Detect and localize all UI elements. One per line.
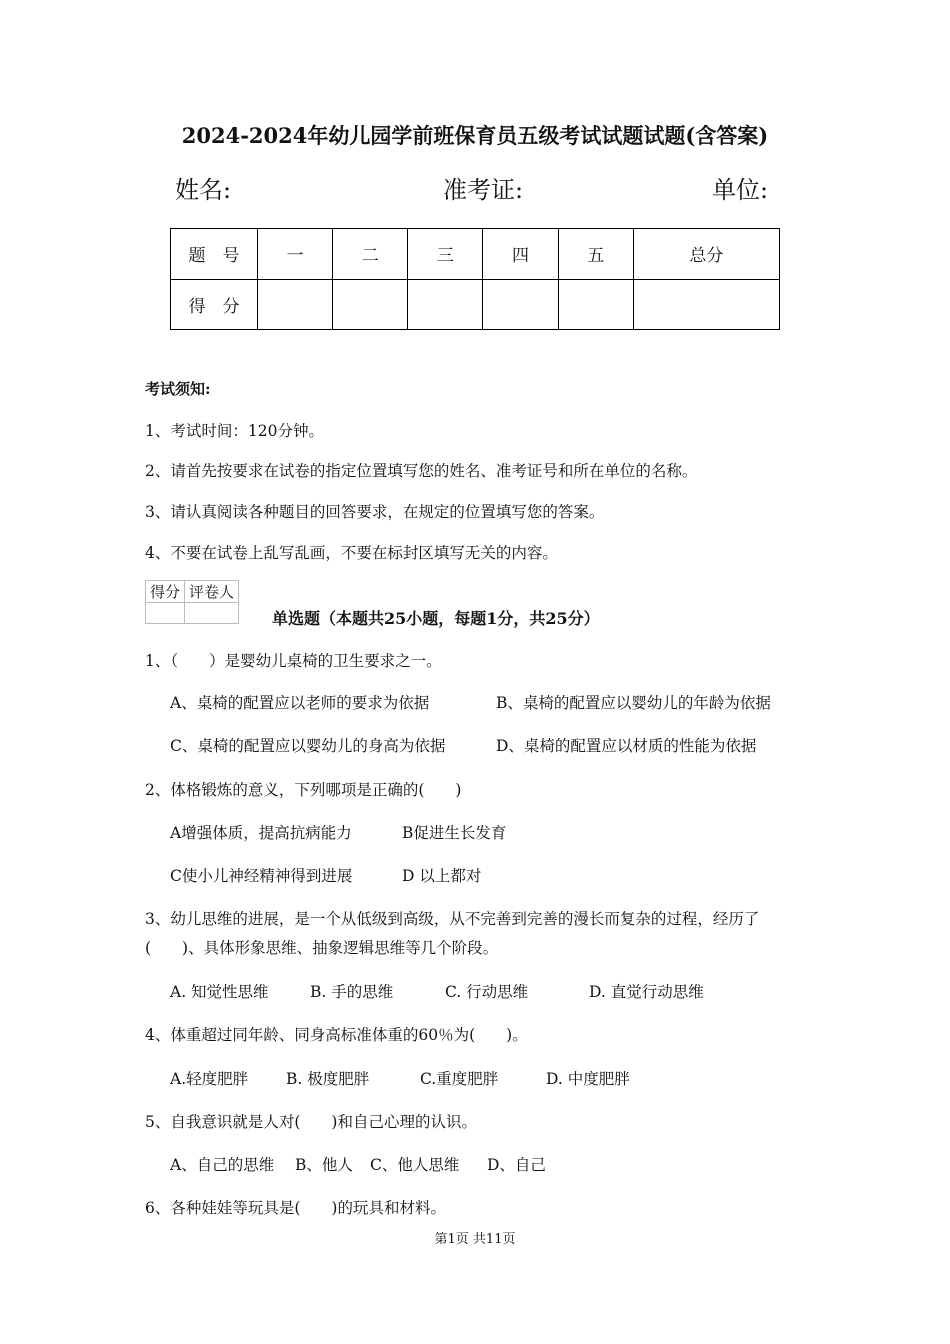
score-table-score-row — [171, 279, 780, 330]
notice-item: 1、考试时间：120分钟。 — [145, 422, 324, 440]
question-stem: 6、各种娃娃等玩具是( )的玩具和材料。 — [145, 1199, 446, 1217]
option-c: C使小儿神经精神得到进展 — [170, 867, 353, 885]
question-stem: 2、体格锻炼的意义，下列哪项是正确的( ) — [145, 781, 462, 799]
score-cell-2[interactable] — [333, 279, 408, 330]
score-table — [170, 228, 780, 330]
option-c: C. 行动思维 — [445, 983, 529, 1001]
option-b: B、桌椅的配置应以婴幼儿的年龄为依据 — [496, 694, 771, 712]
option-a: A、自己的思维 — [170, 1156, 275, 1174]
grader-label: 评卷人 — [185, 581, 239, 603]
score-cell-total[interactable] — [633, 279, 779, 330]
question-stem: 3、幼儿思维的进展，是一个从低级到高级，从不完善到完善的漫长而复杂的过程，经历了 — [145, 910, 760, 928]
name-label: 姓名: — [175, 176, 232, 204]
option-b: B促进生长发育 — [402, 824, 507, 842]
option-d: D. 直觉行动思维 — [589, 983, 704, 1001]
option-a: A.轻度肥胖 — [170, 1070, 249, 1088]
option-d: D、桌椅的配置应以材质的性能为依据 — [496, 737, 757, 755]
score-cell-3[interactable] — [408, 279, 483, 330]
question-stem: 5、自我意识就是人对( )和自己心理的认识。 — [145, 1113, 477, 1131]
grader-score-cell[interactable] — [146, 603, 185, 624]
score-cell-5[interactable] — [558, 279, 633, 330]
option-d: D 以上都对 — [402, 867, 482, 885]
question-stem-continued: ( )、具体形象思维、抽象逻辑思维等几个阶段。 — [145, 939, 499, 957]
col-5: 五 — [558, 229, 633, 280]
notice-item: 3、请认真阅读各种题目的回答要求，在规定的位置填写您的答案。 — [145, 503, 605, 521]
option-c: C、桌椅的配置应以婴幼儿的身高为依据 — [170, 737, 446, 755]
question-number-label: 题 号 — [171, 229, 258, 280]
option-a: A. 知觉性思维 — [170, 983, 269, 1001]
section-title: 单选题（本题共25小题，每题1分，共25分） — [272, 609, 600, 628]
option-b: B. 极度肥胖 — [286, 1070, 370, 1088]
option-a: A、桌椅的配置应以老师的要求为依据 — [170, 694, 430, 712]
option-a: A增强体质，提高抗病能力 — [170, 824, 352, 842]
unit-label: 单位: — [712, 176, 769, 204]
exam-title: 2024-2024年幼儿园学前班保育员五级考试试题试题(含答案) — [181, 123, 769, 148]
option-c: C.重度肥胖 — [420, 1070, 499, 1088]
exam-id-label: 准考证: — [443, 176, 524, 204]
option-b: B、他人 — [295, 1156, 353, 1174]
grader-name-cell[interactable] — [185, 603, 239, 624]
notice-item: 4、不要在试卷上乱写乱画，不要在标封区填写无关的内容。 — [145, 544, 558, 562]
col-total: 总分 — [633, 229, 779, 280]
notice-item: 2、请首先按要求在试卷的指定位置填写您的姓名、准考证号和所在单位的名称。 — [145, 462, 698, 480]
page-footer: 第1页 共11页 — [434, 1232, 516, 1247]
score-cell-1[interactable] — [258, 279, 333, 330]
question-stem: 4、体重超过同年龄、同身高标准体重的60％为( )。 — [145, 1026, 528, 1044]
question-stem: 1、（ ）是婴幼儿桌椅的卫生要求之一。 — [145, 652, 442, 670]
col-1: 一 — [258, 229, 333, 280]
score-table-header-row — [171, 229, 780, 280]
score-label: 得 分 — [171, 279, 258, 330]
option-c: C、他人思维 — [370, 1156, 460, 1174]
grader-score-label: 得分 — [146, 581, 185, 603]
option-b: B. 手的思维 — [310, 983, 394, 1001]
option-d: D. 中度肥胖 — [546, 1070, 630, 1088]
score-cell-4[interactable] — [483, 279, 558, 330]
col-4: 四 — [483, 229, 558, 280]
col-3: 三 — [408, 229, 483, 280]
grader-box — [145, 580, 239, 624]
col-2: 二 — [333, 229, 408, 280]
notice-heading: 考试须知: — [145, 380, 211, 398]
option-d: D、自己 — [487, 1156, 546, 1174]
